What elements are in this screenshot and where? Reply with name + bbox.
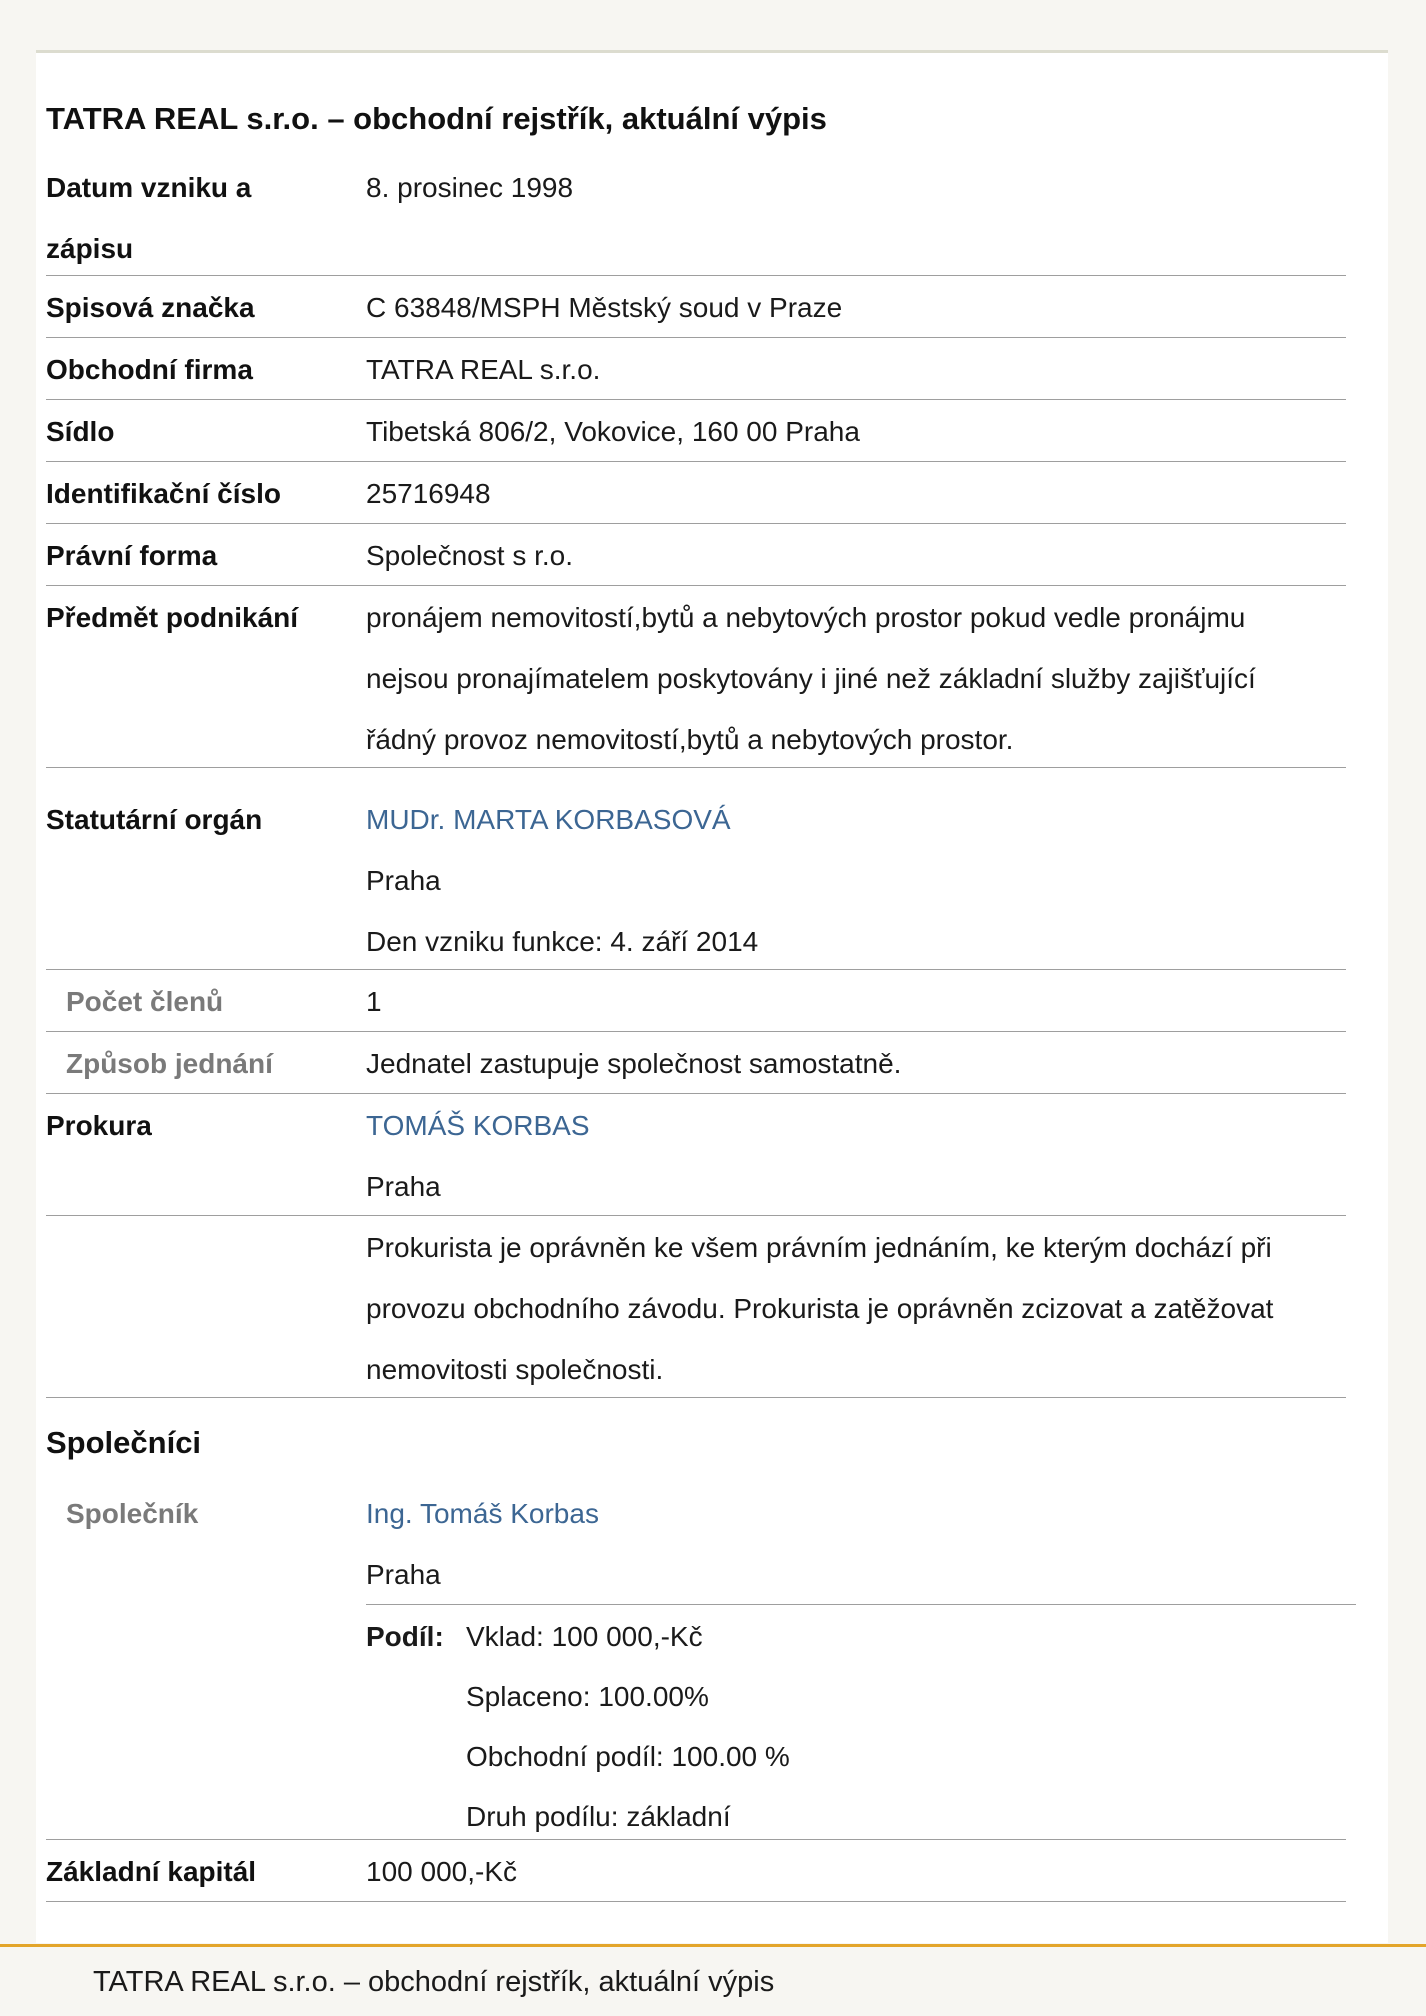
- prokura-note-line: Prokurista je oprávněn ke všem právním jednáním, ke kterým dochází při: [366, 1232, 1272, 1263]
- value-spolecnik: [366, 1483, 1346, 1605]
- row-sidlo: [46, 401, 1346, 462]
- prokura-note-line: nemovitosti společnosti.: [366, 1354, 664, 1385]
- row-statutarni-organ: [46, 789, 1346, 970]
- value-obchodni-firma: TATRA REAL s.r.o.: [366, 354, 601, 385]
- predmet-line: pronájem nemovitostí,bytů a nebytových prostor pokud vedle pronájmu: [366, 602, 1246, 633]
- row-spisova-znacka: [46, 277, 1346, 338]
- label-pravni-forma: Právní forma: [46, 540, 218, 571]
- footer-divider: [0, 1944, 1426, 1947]
- statutarni-name-link[interactable]: MUDr. MARTA KORBASOVÁ: [366, 804, 731, 835]
- row-identifikacni-cislo: [46, 463, 1346, 524]
- value-prokura-note: [366, 1217, 1346, 1400]
- label-statutarni-organ: Statutární orgán: [46, 804, 263, 835]
- statutarni-city: Praha: [366, 865, 441, 896]
- podil-line: Obchodní podíl: 100.00 %: [466, 1741, 790, 1772]
- label-datum-vzniku: Datum vzniku a zápisu: [46, 172, 252, 264]
- section-spolecnici: Společníci: [46, 1425, 202, 1460]
- predmet-line: řádný provoz nemovitostí,bytů a nebytových prostor.: [366, 724, 1014, 755]
- podil-divider: [366, 1604, 1356, 1605]
- label-identifikacni-cislo: Identifikační číslo: [46, 478, 281, 509]
- label-spisova-znacka: Spisová značka: [46, 292, 255, 323]
- podil-line: Splaceno: 100.00%: [466, 1681, 709, 1712]
- row-predmet-podnikani: [46, 587, 1346, 768]
- spolecnik-name-link[interactable]: Ing. Tomáš Korbas: [366, 1498, 599, 1529]
- label-spolecnik: Společník: [66, 1498, 199, 1529]
- row-obchodni-firma: [46, 339, 1346, 400]
- label-predmet-podnikani: Předmět podnikání: [46, 602, 299, 633]
- value-zpusob-jednani: Jednatel zastupuje společnost samostatně.: [366, 1048, 902, 1079]
- podil-label: Podíl:: [366, 1621, 444, 1652]
- label-zpusob-jednani: Způsob jednání: [66, 1048, 273, 1079]
- footer-title: TATRA REAL s.r.o. – obchodní rejstřík, aktuální výpis: [93, 1966, 775, 1998]
- value-sidlo: Tibetská 806/2, Vokovice, 160 00 Praha: [366, 416, 860, 447]
- prokura-note-line: provozu obchodního závodu. Prokurista je oprávněn zcizovat a zatěžovat: [366, 1293, 1274, 1324]
- podil-value: [466, 1607, 790, 1847]
- row-datum-vzniku: [46, 157, 1346, 276]
- row-prokura-note: [46, 1217, 1346, 1398]
- spolecnik-city: Praha: [366, 1559, 441, 1590]
- value-datum-vzniku: 8. prosinec 1998: [366, 172, 574, 203]
- statutarni-since: Den vzniku funkce: 4. září 2014: [366, 926, 759, 957]
- value-pocet-clenu: 1: [366, 986, 382, 1017]
- value-prokura: [366, 1095, 1346, 1217]
- value-statutarni-organ: [366, 789, 1346, 972]
- value-spisova-znacka: C 63848/MSPH Městský soud v Praze: [366, 292, 843, 323]
- podil-line: Vklad: 100 000,-Kč: [466, 1621, 703, 1652]
- label-sidlo: Sídlo: [46, 416, 115, 447]
- row-pocet-clenu: [46, 971, 1346, 1032]
- podil-line: Druh podílu: základní: [466, 1801, 731, 1832]
- page-title: TATRA REAL s.r.o. – obchodní rejstřík, aktuální výpis: [46, 101, 827, 136]
- value-predmet-podnikani: [366, 587, 1346, 770]
- prokura-city: Praha: [366, 1171, 441, 1202]
- value-identifikacni-cislo: 25716948: [366, 478, 491, 509]
- row-prokura: [46, 1095, 1346, 1216]
- predmet-line: nejsou pronajímatelem poskytovány i jiné než základní služby zajišťující: [366, 663, 1256, 694]
- value-pravni-forma: Společnost s r.o.: [366, 540, 574, 571]
- prokura-name-link[interactable]: TOMÁŠ KORBAS: [366, 1110, 590, 1141]
- label-zakladni-kapital: Základní kapitál: [46, 1856, 257, 1887]
- row-pravni-forma: [46, 525, 1346, 586]
- label-prokura: Prokura: [46, 1110, 152, 1141]
- label-obchodni-firma: Obchodní firma: [46, 354, 253, 385]
- label-pocet-clenu: Počet členů: [66, 986, 224, 1017]
- register-extract-card: [36, 50, 1388, 1943]
- row-spolecnik: [46, 1483, 1346, 1840]
- value-zakladni-kapital: 100 000,-Kč: [366, 1856, 517, 1887]
- row-zakladni-kapital: [46, 1841, 1346, 1902]
- row-zpusob-jednani: [46, 1033, 1346, 1094]
